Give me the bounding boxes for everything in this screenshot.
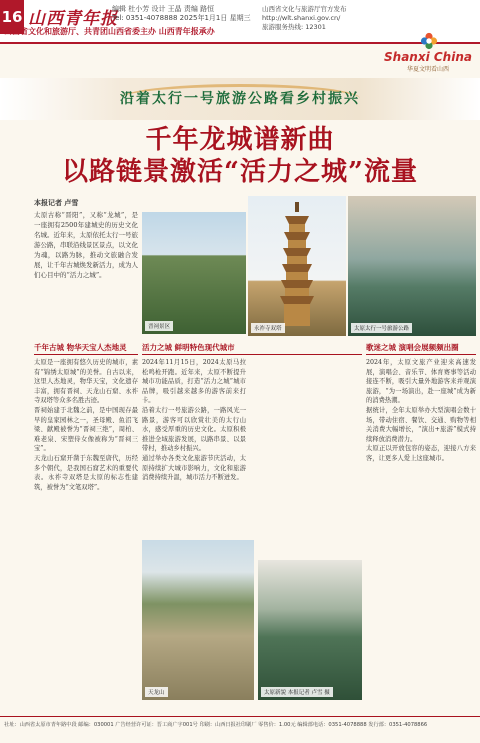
column-1-heading: 千年古城 物华天宝人杰地灵 [34, 342, 138, 355]
photo-caption: 永祚寺双塔 [251, 323, 285, 333]
photo-city [258, 560, 362, 700]
photo-caption: 晋祠景区 [145, 321, 173, 331]
flower-logo-icon [420, 32, 438, 50]
column-2-text-continued [250, 358, 362, 554]
photo-tianlongshan [142, 540, 254, 700]
photo-pagoda [248, 196, 346, 336]
edition-info: 编辑 杜小芳 设计 王晶 责编 路恒 Tel: 0351-4078888 2025年1月1日 星期三 [112, 5, 251, 22]
photo-mountain-road [348, 196, 476, 336]
photo-caption: 太原太行一号旅游公路 [351, 323, 412, 333]
pagoda-illustration [280, 202, 314, 326]
column-3-heading: 歌迷之城 演唱会展频频出圈 [366, 342, 476, 355]
photo-caption: 天龙山 [145, 687, 168, 697]
byline: 本报记者 卢雪 [34, 199, 79, 207]
section-sponsor-line: 山西省文化和旅游厅、共青团山西省委主办 山西青年报承办 [4, 27, 215, 36]
photo-jinci [142, 212, 246, 334]
page-number: 16 [0, 0, 24, 34]
brand-tagline: 华夏文明看山西 [406, 66, 449, 73]
site-info: 山西省文化与旅游厅官方发布 http://wlt.shanxi.gov.cn/ 旅游服务热线: 12301 [262, 5, 347, 31]
brand-name: Shanxi China [384, 50, 472, 64]
column-2-text: 2024年11月15日，2024太原马拉松鸣枪开跑。近年来，太原不断提升城市功能品质，打造“活力之城”城市品牌，吸引越来越多的游客前来打卡。 沿着太行一号旅游公路，一路风光一路景，游客可以欣赏壮美的太行山水，感受厚重的历史文化。太原积极推进全域旅游发展，以路串景、以景带村，推动乡村振兴。 通过举办各类文化旅游节庆活动，太原持续扩大城市影响力，文化和旅游消费持续升温，城市活力不断迸发。 [142, 359, 246, 482]
headline-line-2: 以路链景激活“活力之城”流量 [62, 157, 418, 187]
paper-logo: 山西青年报 [28, 9, 118, 29]
shanxi-brand-logo [382, 38, 474, 73]
footer-text: 社址：山西省太原市青年路中段 邮编：030001 广告经营许可证：晋工商广字001号 印刷：山西日报社印刷厂 零售价：1.00元 编辑部电话：0351-4078888 发行部：0351-4078866 [4, 722, 428, 728]
column-2-heading: 活力之城 鲜明特色现代城市 [142, 342, 362, 355]
photo-caption: 太原新貌 本报记者 卢雪 摄 [261, 687, 333, 697]
headline-line-1: 千年龙城谱新曲 [145, 125, 335, 155]
column-1-text: 太原是一座拥有悠久历史的城市，素有“锦绣太原城”的美誉。自古以来，这里人杰地灵，物华天宝，文化遗存丰富，拥有晋祠、天龙山石窟、永祚寺双塔等众多名胜古迹。 晋祠始建于北魏之前，是中国现存最早的皇家园林之一，圣母殿、鱼沼飞梁、献殿被誉为“晋祠三绝”，周柏、难老泉、宋塑侍女像被称为“晋祠三宝”。 天龙山石窟开凿于东魏至唐代，历经多个朝代，是我国石窟艺术的重要代表。永祚寺双塔是太原的标志性建筑，被誉为“文笔双塔”。 [34, 359, 138, 491]
headline [0, 124, 480, 188]
slogan: 沿着太行一号旅游公路看乡村振兴 [120, 91, 360, 107]
intro-text: 太原古称“晋阳”，又称“龙城”，是一座拥有2500年建城史的历史文化名城。近年来，太原依托太行一号旅游公路，串联沿线景区景点，以文化为魂，以路为脉，推动文旅融合发展，让千年古城焕发新活力，成为人们心目中的“活力之城”。 [34, 211, 138, 279]
footer [0, 716, 480, 743]
column-3-text: 2024年，太原文旅产业迎来高速发展，演唱会、音乐节、体育赛事等活动接连不断，吸引大量外地游客来并观演旅游，“为一场演出，赴一座城”成为新的消费热潮。 据统计，全年太原举办大型演唱会数十场，带动住宿、餐饮、交通、购物等相关消费大幅增长，“演出+旅游”模式持续释放消费潜力。 太原正以开放包容的姿态，迎接八方来客，让更多人爱上这座城市。 [366, 359, 476, 462]
